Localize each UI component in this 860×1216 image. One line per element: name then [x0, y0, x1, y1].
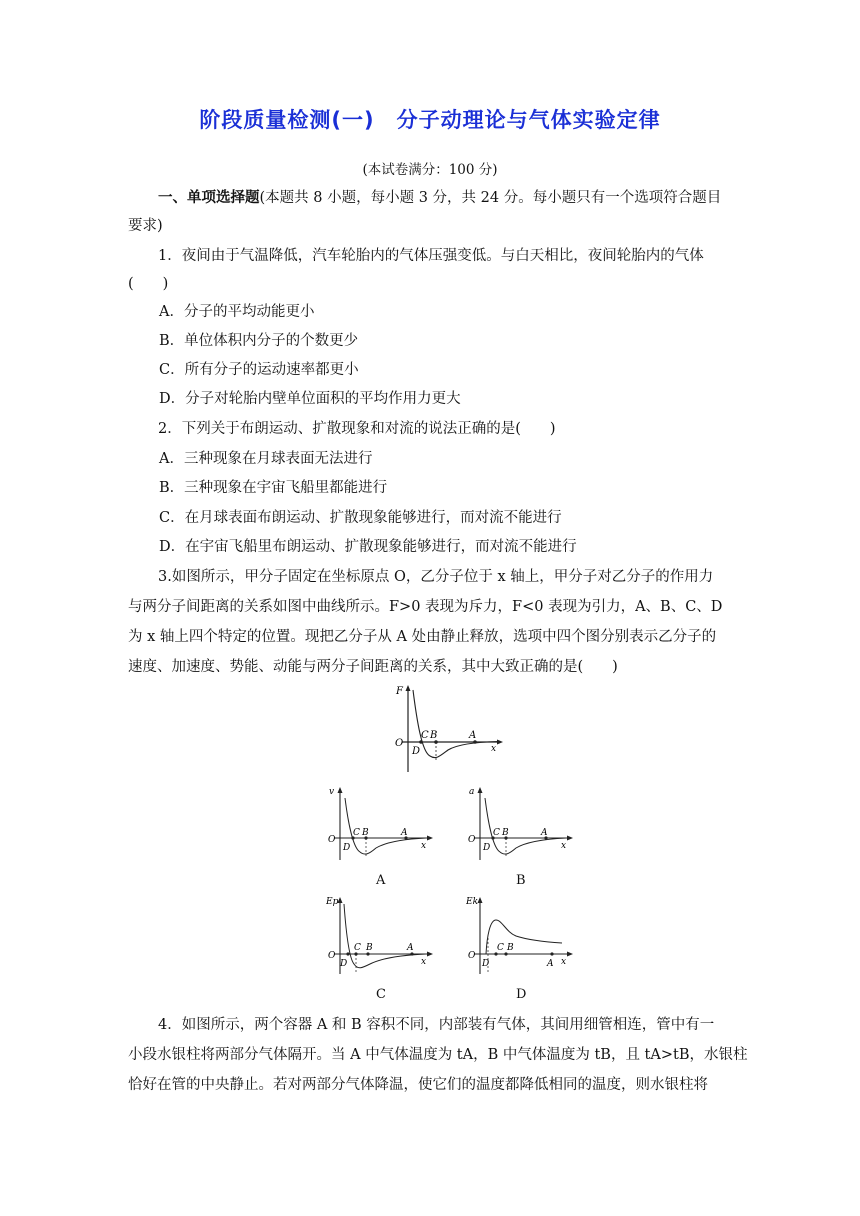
svg-text:C: C — [497, 943, 504, 953]
option-c-caption: C — [376, 987, 386, 1002]
q4-stem-3: 恰好在管的中央静止。若对两部分气体降温，使它们的温度都降低相同的温度，则水银柱将 — [128, 1077, 708, 1093]
svg-text:C: C — [493, 828, 500, 838]
svg-text:A: A — [547, 959, 554, 969]
section-heading: 一、单项选择题 — [158, 189, 260, 206]
q3-stem-2: 与两分子间距离的关系如图中曲线所示。F>0 表现为斥力，F<0 表现为引力，A、B、C、D — [128, 599, 723, 615]
section-desc-2: 要求) — [128, 218, 163, 234]
svg-text:x: x — [421, 841, 427, 851]
section-heading-line — [128, 188, 734, 208]
q3-stem-1: 3.如图所示，甲分子固定在坐标原点 O，乙分子位于 x 轴上，甲分子对乙分子的作用力 — [158, 569, 714, 585]
option-b-figure — [466, 782, 576, 864]
svg-text:B: B — [507, 943, 514, 953]
svg-text:x: x — [561, 957, 567, 967]
section-desc-1: (本题共 8 小题，每小题 3 分，共 24 分。每小题只有一个选项符合题目 — [259, 190, 722, 206]
svg-text:D: D — [340, 959, 348, 969]
q2-option-b: B．三种现象在宇宙飞船里都能进行 — [159, 480, 388, 496]
q4-stem-1: 4．如图所示，两个容器 A 和 B 容积不同，内部装有气体，其间用细管相连，管中有一 — [158, 1017, 715, 1033]
f-axis-label: F — [396, 686, 403, 697]
q2-stem: 2．下列关于布朗运动、扩散现象和对流的说法正确的是( ) — [158, 421, 556, 437]
svg-text:A: A — [401, 828, 408, 838]
q1-option-a: A．分子的平均动能更小 — [159, 304, 315, 320]
point-d-label: D — [412, 746, 421, 757]
q2-option-c: C．在月球表面布朗运动、扩散现象能够进行，而对流不能进行 — [159, 510, 562, 526]
force-curve — [413, 690, 498, 758]
point-a-label: A — [469, 730, 477, 741]
svg-text:A: A — [541, 828, 548, 838]
a-axis-label: a — [469, 787, 475, 797]
svg-text:B: B — [366, 943, 373, 953]
svg-text:B: B — [362, 828, 369, 838]
ep-axis-label: Ep — [326, 897, 339, 907]
svg-text:A: A — [407, 943, 414, 953]
svg-text:D: D — [483, 843, 491, 853]
q4-stem-2: 小段水银柱将两部分气体隔开。当 A 中气体温度为 tA，B 中气体温度为 tB，且 tA>tB，水银柱 — [128, 1047, 748, 1063]
point-c-label: C — [421, 730, 429, 741]
svg-text:x: x — [561, 841, 567, 851]
q1-option-b: B．单位体积内分子的个数更少 — [159, 333, 359, 349]
option-a-caption: A — [376, 873, 386, 888]
option-d-figure — [466, 892, 576, 978]
svg-text:D: D — [343, 843, 351, 853]
svg-text:O: O — [328, 835, 336, 845]
svg-text:O: O — [328, 951, 336, 961]
svg-text:B: B — [502, 828, 509, 838]
q1-option-d: D．分子对轮胎内壁单位面积的平均作用力更大 — [159, 391, 461, 407]
option-d-caption: D — [516, 987, 527, 1002]
score-note: (本试卷满分：100 分) — [362, 162, 498, 178]
origin-label: O — [395, 738, 404, 749]
q3-stem-3: 为 x 轴上四个特定的位置。现把乙分子从 A 处由静止释放，选项中四个图分别表示乙分子的 — [128, 629, 717, 645]
ek-axis-label: Ek — [466, 897, 479, 907]
svg-text:C: C — [354, 943, 361, 953]
option-a-figure — [326, 782, 436, 864]
svg-text:O: O — [468, 951, 476, 961]
option-b-caption: B — [516, 873, 526, 888]
svg-text:O: O — [468, 835, 476, 845]
q2-option-a: A．三种现象在月球表面无法进行 — [159, 451, 373, 467]
point-b-label: B — [430, 730, 438, 741]
svg-text:C: C — [353, 828, 360, 838]
svg-text:x: x — [421, 957, 427, 967]
q1-stem-1: 1．夜间由于气温降低，汽车轮胎内的气体压强变低。与白天相比，夜间轮胎内的气体 — [158, 248, 704, 264]
q1-stem-2: ( ) — [128, 276, 169, 292]
v-axis-label: v — [329, 787, 335, 797]
q2-option-d: D．在宇宙飞船里布朗运动、扩散现象能够进行，而对流不能进行 — [159, 539, 577, 555]
svg-text:D: D — [482, 959, 490, 969]
option-c-figure — [326, 892, 436, 978]
force-distance-figure — [392, 682, 504, 774]
x-axis-label: x — [491, 744, 497, 754]
page-title: 阶段质量检测(一) 分子动理论与气体实验定律 — [199, 108, 661, 132]
q3-stem-4: 速度、加速度、势能、动能与两分子间距离的关系，其中大致正确的是( ) — [128, 659, 618, 675]
q1-option-c: C．所有分子的运动速率都更小 — [159, 362, 359, 378]
